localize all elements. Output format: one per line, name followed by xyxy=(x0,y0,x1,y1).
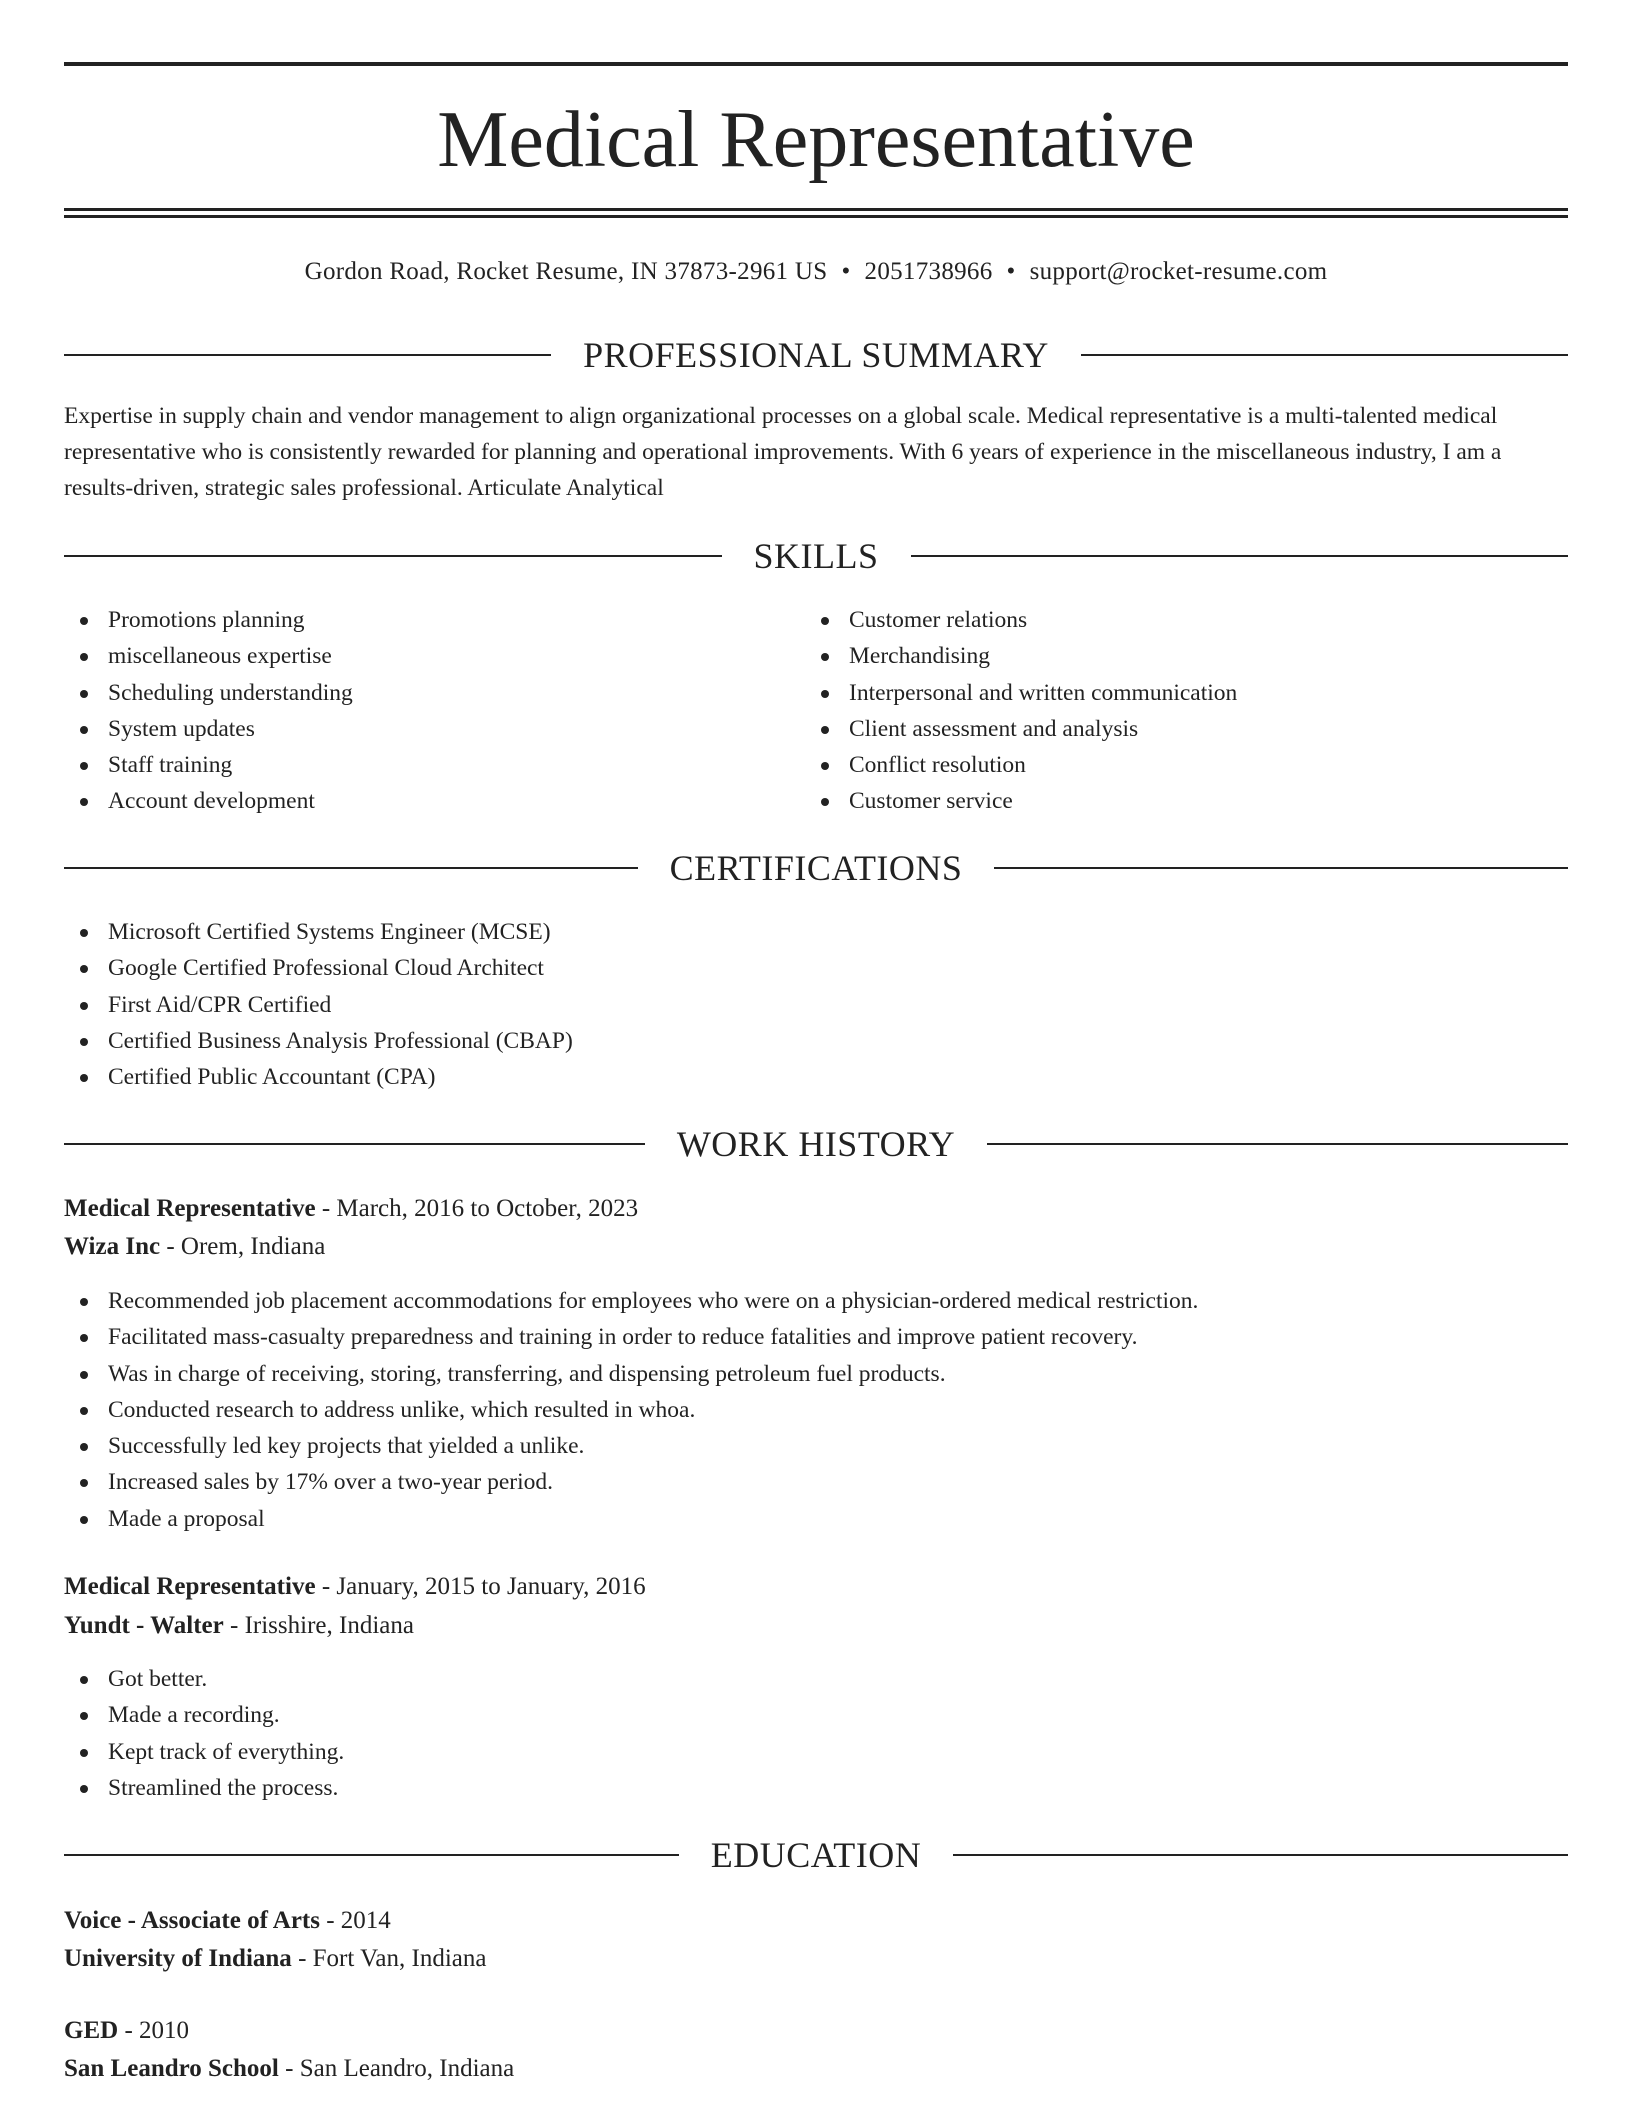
skill-item: Account development xyxy=(64,783,353,819)
certifications-list xyxy=(64,914,573,1095)
section-rule xyxy=(64,555,722,557)
skill-item: Conflict resolution xyxy=(805,747,1237,783)
skill-item: Promotions planning xyxy=(64,602,353,638)
section-rule xyxy=(64,1854,679,1856)
job-dates: - March, 2016 to October, 2023 xyxy=(315,1195,639,1222)
contact-separator: • xyxy=(841,258,851,285)
top-rule xyxy=(64,62,1568,66)
skill-item: Interpersonal and written communication xyxy=(805,675,1237,711)
job-title-line xyxy=(64,1568,646,1606)
skills-list-left xyxy=(64,602,353,820)
section-header-certifications xyxy=(64,846,1568,890)
certification-item: First Aid/CPR Certified xyxy=(64,987,573,1023)
job-company-line xyxy=(64,1607,414,1645)
education-location: - Fort Van, Indiana xyxy=(291,1945,487,1972)
certification-item: Microsoft Certified Systems Engineer (MCSE) xyxy=(64,914,573,950)
job-company: Wiza Inc xyxy=(64,1233,161,1260)
section-header-skills xyxy=(64,534,1568,578)
section-header-work xyxy=(64,1122,1568,1166)
section-rule xyxy=(64,354,551,356)
job-location: - Orem, Indiana xyxy=(160,1233,326,1260)
education-degree: Voice - Associate of Arts xyxy=(64,1907,320,1934)
job-bullet: Increased sales by 17% over a two-year period. xyxy=(64,1464,1198,1500)
section-rule xyxy=(994,867,1568,869)
section-rule xyxy=(953,1854,1568,1856)
double-rule-lower xyxy=(64,215,1568,218)
job-bullet: Made a recording. xyxy=(64,1697,344,1733)
job-bullet: Recommended job placement accommodations for employees who were on a physician-ordered medical restriction. xyxy=(64,1283,1198,1319)
section-title-education: EDUCATION xyxy=(710,1835,922,1875)
job-role: Medical Representative xyxy=(64,1195,316,1222)
contact-separator: • xyxy=(1006,258,1016,285)
job-dates: - January, 2015 to January, 2016 xyxy=(315,1573,646,1600)
job-bullet: Got better. xyxy=(64,1661,344,1697)
resume-title: Medical Representative xyxy=(437,96,1195,184)
job-title-line xyxy=(64,1190,638,1228)
job-role: Medical Representative xyxy=(64,1573,316,1600)
skill-item: System updates xyxy=(64,711,353,747)
skill-item: Scheduling understanding xyxy=(64,675,353,711)
job-bullet: Was in charge of receiving, storing, transferring, and dispensing petroleum fuel products. xyxy=(64,1356,1198,1392)
job-company: Yundt - Walter xyxy=(64,1612,224,1639)
job-bullet: Kept track of everything. xyxy=(64,1734,344,1770)
skill-item: Merchandising xyxy=(805,638,1237,674)
section-header-education xyxy=(64,1833,1568,1877)
education-school: San Leandro School xyxy=(64,2055,279,2082)
certification-item: Certified Business Analysis Professional (CBAP) xyxy=(64,1023,573,1059)
education-school-line xyxy=(64,1940,486,1978)
education-school-line xyxy=(64,2050,514,2088)
job-company-line xyxy=(64,1228,325,1266)
section-rule xyxy=(1081,354,1568,356)
section-title-summary: PROFESSIONAL SUMMARY xyxy=(583,335,1049,375)
double-rule-upper xyxy=(64,208,1568,211)
education-degree: GED xyxy=(64,2017,119,2044)
section-rule xyxy=(987,1143,1568,1145)
certification-item: Certified Public Accountant (CPA) xyxy=(64,1059,573,1095)
section-title-work: WORK HISTORY xyxy=(676,1124,956,1164)
certification-item: Google Certified Professional Cloud Architect xyxy=(64,950,573,986)
education-year: - 2010 xyxy=(118,2017,190,2044)
contact-email: support@rocket-resume.com xyxy=(1029,258,1328,285)
job-bullet: Streamlined the process. xyxy=(64,1770,344,1806)
section-title-skills: SKILLS xyxy=(753,536,879,576)
job-bullet: Made a proposal xyxy=(64,1501,1198,1537)
education-degree-line xyxy=(64,2012,189,2050)
job-bullet: Successfully led key projects that yielded a unlike. xyxy=(64,1428,1198,1464)
job-bullet: Conducted research to address unlike, which resulted in whoa. xyxy=(64,1392,1198,1428)
job-location: - Irisshire, Indiana xyxy=(223,1612,414,1639)
contact-address: Gordon Road, Rocket Resume, IN 37873-2961 US xyxy=(304,258,828,285)
contact-line xyxy=(64,254,1568,290)
education-location: - San Leandro, Indiana xyxy=(278,2055,515,2082)
skill-item: Customer service xyxy=(805,783,1237,819)
education-year: - 2014 xyxy=(319,1907,391,1934)
section-header-summary xyxy=(64,333,1568,377)
skills-list-right xyxy=(805,602,1237,820)
summary-text: Expertise in supply chain and vendor management to align organizational processes on a global scale. Medical representative is a multi-talented medical representative who is consistently rewarded for planning and operational improvements. With 6 years of experience in the miscellaneous industry, I am a results-driven, strategic sales professional. Articulate Analytical xyxy=(64,403,1502,501)
job-bullet: Facilitated mass-casualty preparedness and training in order to reduce fatalities and improve patient recovery. xyxy=(64,1319,1198,1355)
section-rule xyxy=(64,867,638,869)
skill-item: Staff training xyxy=(64,747,353,783)
contact-phone: 2051738966 xyxy=(864,258,993,285)
job-bullets xyxy=(64,1283,1198,1537)
section-rule xyxy=(911,555,1569,557)
education-degree-line xyxy=(64,1902,391,1940)
skill-item: Customer relations xyxy=(805,602,1237,638)
job-bullets xyxy=(64,1661,344,1806)
section-rule xyxy=(64,1143,645,1145)
section-title-certifications: CERTIFICATIONS xyxy=(669,848,963,888)
skill-item: Client assessment and analysis xyxy=(805,711,1237,747)
skill-item: miscellaneous expertise xyxy=(64,638,353,674)
education-school: University of Indiana xyxy=(64,1945,292,1972)
